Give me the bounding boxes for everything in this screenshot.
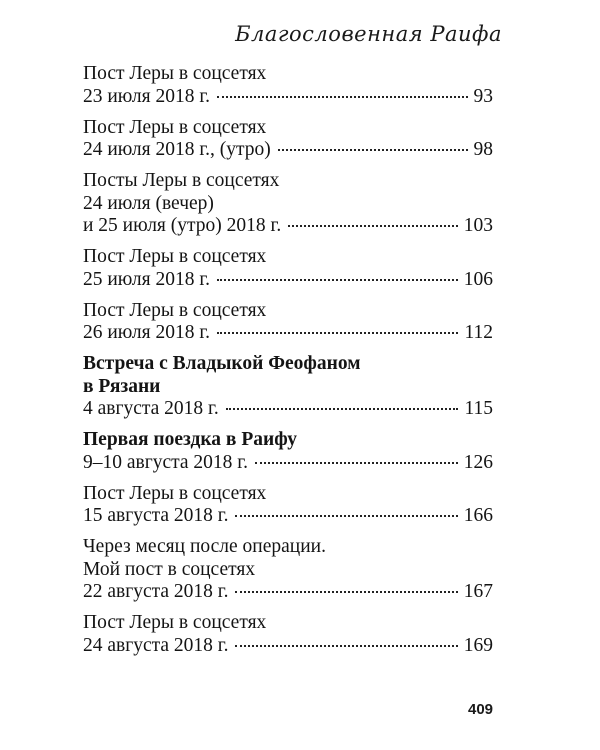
toc-entry[interactable] bbox=[83, 353, 493, 421]
toc-entry-page-number: 115 bbox=[464, 398, 493, 419]
toc-entry-page-number: 166 bbox=[463, 505, 493, 526]
toc-entry-page-number: 93 bbox=[473, 85, 493, 107]
toc-entry-title-line: Через месяц после операции. bbox=[83, 536, 326, 557]
toc-entry[interactable] bbox=[83, 170, 493, 238]
toc-entry-leader-line bbox=[83, 398, 493, 421]
toc-entry-title-line: в Рязани bbox=[83, 375, 161, 397]
dot-leader bbox=[278, 149, 468, 151]
dot-leader bbox=[217, 96, 467, 98]
toc-entry-date: 15 августа 2018 г. bbox=[83, 505, 229, 526]
toc-entry-date: 9–10 августа 2018 г. bbox=[83, 451, 248, 473]
dot-leader bbox=[235, 591, 457, 593]
dot-leader bbox=[255, 462, 458, 464]
toc-entry-title-line: Пост Леры в соцсетях bbox=[83, 63, 267, 84]
dot-leader bbox=[217, 279, 458, 281]
toc-entry-title-line: Пост Леры в соцсетях bbox=[83, 612, 267, 633]
toc-entry-date: 22 августа 2018 г. bbox=[83, 581, 229, 602]
toc-entry-title-line: Пост Леры в соцсетях bbox=[83, 482, 267, 504]
toc-entry-leader-line bbox=[83, 215, 493, 238]
running-head: Благословенная Раифа bbox=[235, 22, 502, 46]
toc-entry-leader-line bbox=[83, 139, 493, 162]
toc-entry-page-number: 169 bbox=[463, 634, 493, 656]
toc-entry[interactable] bbox=[83, 300, 493, 345]
toc-entry-page-number: 103 bbox=[463, 215, 493, 236]
table-of-contents bbox=[83, 63, 493, 666]
toc-entry[interactable] bbox=[83, 536, 493, 604]
toc-entry-leader-line bbox=[83, 322, 493, 345]
toc-entry-page-number: 98 bbox=[473, 139, 493, 160]
dot-leader bbox=[226, 408, 459, 410]
toc-entry-title-line: Встреча с Владыкой Феофаном bbox=[83, 353, 361, 374]
toc-entry-title-line: Первая поездка в Раифу bbox=[83, 429, 297, 450]
toc-entry-title-line: Пост Леры в соцсетях bbox=[83, 246, 267, 267]
toc-entry-page-number: 112 bbox=[464, 322, 493, 343]
toc-entry[interactable] bbox=[83, 246, 493, 291]
toc-entry-title-line: Посты Леры в соцсетях bbox=[83, 170, 280, 191]
toc-entry-date: 24 августа 2018 г. bbox=[83, 634, 229, 656]
toc-entry-title-line: Пост Леры в соцсетях bbox=[83, 299, 267, 321]
toc-entry-leader-line bbox=[83, 452, 493, 475]
toc-entry-title-line: 24 июля (вечер) bbox=[83, 192, 214, 214]
toc-entry-leader-line bbox=[83, 86, 493, 109]
toc-entry[interactable] bbox=[83, 612, 493, 657]
dot-leader bbox=[235, 515, 457, 517]
dot-leader bbox=[288, 225, 458, 227]
toc-entry-page-number: 106 bbox=[463, 268, 493, 290]
toc-entry-leader-line bbox=[83, 269, 493, 292]
toc-entry-title-line: Мой пост в соцсетях bbox=[83, 558, 256, 580]
toc-entry-leader-line bbox=[83, 505, 493, 528]
toc-entry-date: 26 июля 2018 г. bbox=[83, 322, 211, 343]
page-number: 409 bbox=[468, 701, 494, 718]
toc-entry-page-number: 167 bbox=[463, 581, 493, 602]
toc-entry[interactable] bbox=[83, 117, 493, 162]
toc-entry-date: 25 июля 2018 г. bbox=[83, 268, 211, 290]
toc-entry-date: 4 августа 2018 г. bbox=[83, 398, 219, 419]
dot-leader bbox=[217, 332, 458, 334]
toc-entry-page-number: 126 bbox=[463, 451, 493, 473]
toc-entry-title-line: Пост Леры в соцсетях bbox=[83, 116, 267, 138]
toc-entry-date: 24 июля 2018 г., (утро) bbox=[83, 139, 271, 160]
toc-entry-date: 23 июля 2018 г. bbox=[83, 85, 211, 107]
toc-entry-leader-line bbox=[83, 581, 493, 604]
dot-leader bbox=[235, 645, 457, 647]
toc-entry[interactable] bbox=[83, 483, 493, 528]
toc-entry-date: и 25 июля (утро) 2018 г. bbox=[83, 215, 282, 236]
toc-entry[interactable] bbox=[83, 63, 493, 108]
toc-entry[interactable] bbox=[83, 429, 493, 474]
toc-entry-leader-line bbox=[83, 635, 493, 658]
